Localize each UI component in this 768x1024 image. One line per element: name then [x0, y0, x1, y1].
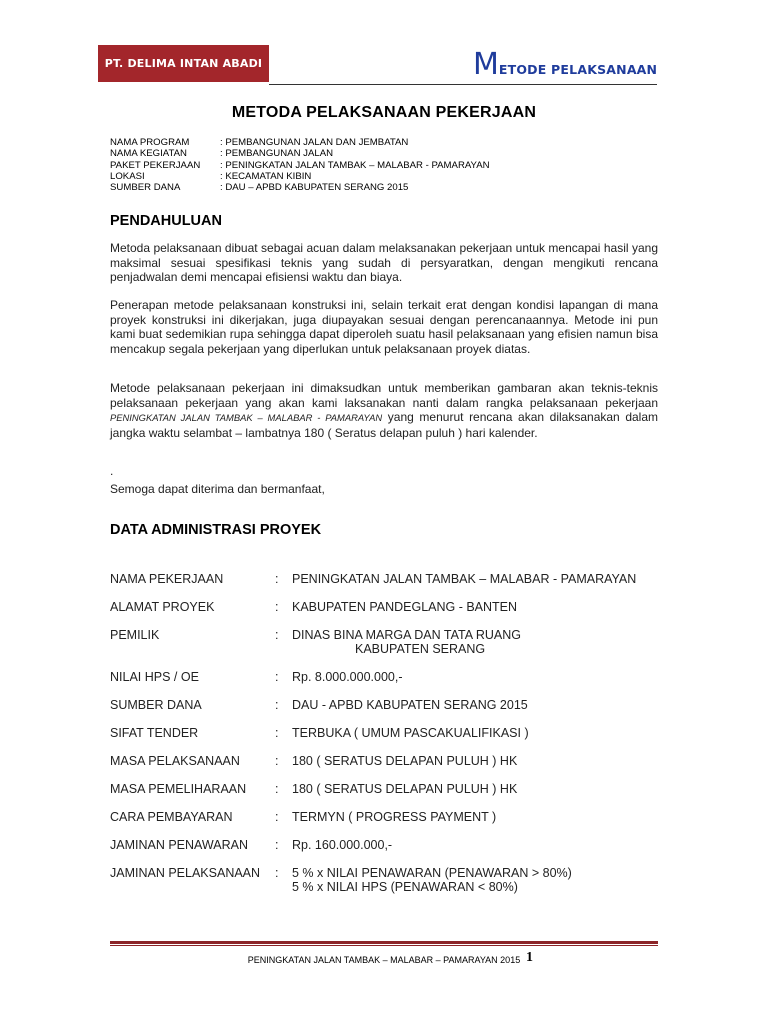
- header-rule: [269, 84, 657, 85]
- footer-rule-thin: [110, 945, 658, 946]
- info-value: : PEMBANGUNAN JALAN DAN JEMBATAN: [220, 137, 409, 148]
- admin-key: MASA PELAKSANAAN: [110, 754, 240, 768]
- admin-value: 180 ( SERATUS DELAPAN PULUH ) HK: [292, 754, 518, 768]
- admin-value-line: DINAS BINA MARGA DAN TATA RUANG: [292, 628, 521, 642]
- admin-heading: DATA ADMINISTRASI PROYEK: [110, 522, 322, 538]
- footer-project-name: PENINGKATAN JALAN TAMBAK – MALABAR – PAMARAYAN 2015: [247, 955, 521, 965]
- admin-key: MASA PEMELIHARAAN: [110, 782, 247, 796]
- admin-key: NAMA PEKERJAAN: [110, 572, 224, 586]
- admin-key: SUMBER DANA: [110, 698, 202, 712]
- info-value: : KECAMATAN KIBIN: [220, 170, 312, 182]
- info-value: : PENINGKATAN JALAN TAMBAK – MALABAR - PAMARAYAN: [220, 159, 490, 171]
- admin-value: [292, 628, 672, 670]
- header-title: [473, 47, 658, 82]
- admin-key: CARA PEMBAYARAN: [110, 810, 233, 824]
- admin-row: [110, 782, 672, 810]
- admin-row: [110, 670, 672, 698]
- footer-rule-thick: [110, 941, 658, 944]
- admin-key: JAMINAN PELAKSANAAN: [110, 866, 261, 880]
- admin-separator: :: [275, 628, 279, 642]
- admin-row: [110, 628, 672, 670]
- info-key: LOKASI: [110, 170, 145, 182]
- admin-row: [110, 810, 672, 838]
- info-row: [110, 148, 490, 159]
- admin-value: TERMYN ( PROGRESS PAYMENT ): [292, 810, 497, 824]
- paragraph-3: [110, 381, 658, 440]
- admin-key: ALAMAT PROYEK: [110, 600, 215, 614]
- admin-value: Rp. 8.000.000.000,-: [292, 670, 403, 684]
- admin-separator: :: [275, 726, 279, 740]
- admin-separator: :: [275, 670, 279, 684]
- info-row: [110, 182, 490, 193]
- admin-separator: :: [275, 810, 279, 824]
- admin-value: TERBUKA ( UMUM PASCAKUALIFIKASI ): [292, 726, 529, 740]
- paragraph-2: Penerapan metode pelaksanaan konstruksi ini, selain terkait erat dengan kondisi lapangan di mana proyek konstruksi ini dikerjakan, juga diupayakan sesuai dengan perencanaannya. Metode ini pun kami buat sedemikian rupa sehingga dapat diperoleh suatu hasil pelaksanaan yang efisien namun bisa mencakup segala pekerjaan yang diperlukan untuk pelaksanaan proyek diatas.: [110, 298, 658, 356]
- company-name-box: [98, 45, 269, 82]
- admin-key: JAMINAN PENAWARAN: [110, 838, 248, 852]
- info-key: NAMA KEGIATAN: [110, 148, 187, 160]
- paragraph-1: Metoda pelaksanaan dibuat sebagai acuan dalam melaksanakan pekerjaan untuk mencapai hasil yang maksimal sesuai spesifikasi teknis yang sudah di persyaratkan, dengan mengikuti rencana penjadwalan demi mencapai efisiensi waktu dan biaya.: [110, 241, 658, 285]
- paragraph-3-text-end: yang menurut rencana akan dilaksanakan dalam jangka waktu selambat – lambatnya 180 ( Seratus delapan puluh ) hari kalender.: [110, 410, 659, 440]
- info-row: [110, 171, 490, 182]
- admin-key: NILAI HPS / OE: [110, 670, 199, 684]
- admin-row: [110, 600, 672, 628]
- admin-separator: :: [275, 698, 279, 712]
- admin-value: KABUPATEN PANDEGLANG - BANTEN: [292, 600, 518, 614]
- company-name: PT. DELIMA INTAN ABADI: [104, 57, 263, 70]
- admin-key: SIFAT TENDER: [110, 726, 199, 740]
- page-number: 1: [526, 950, 533, 965]
- document-title: METODA PELAKSANAAN PEKERJAAN: [231, 104, 537, 121]
- closing-line: Semoga dapat diterima dan bermanfaat,: [110, 482, 325, 496]
- admin-row: [110, 866, 672, 908]
- info-value: : DAU – APBD KABUPATEN SERANG 2015: [220, 182, 409, 194]
- info-row: [110, 137, 490, 148]
- admin-value: [292, 866, 672, 908]
- admin-value-line: 5 % x NILAI PENAWARAN (PENAWARAN > 80%): [292, 866, 572, 880]
- program-info-table: [110, 137, 490, 193]
- admin-row: [110, 572, 672, 600]
- info-row: [110, 160, 490, 171]
- header-title-rest: ETODE PELAKSANAAN: [498, 62, 658, 77]
- admin-value: PENINGKATAN JALAN TAMBAK – MALABAR - PAMARAYAN: [292, 572, 637, 586]
- admin-separator: :: [275, 838, 279, 852]
- info-key: SUMBER DANA: [110, 182, 181, 194]
- admin-row: [110, 726, 672, 754]
- admin-separator: :: [275, 782, 279, 796]
- admin-value: Rp. 160.000.000,-: [292, 838, 393, 852]
- admin-key: PEMILIK: [110, 628, 160, 642]
- admin-row: [110, 698, 672, 726]
- admin-value: DAU - APBD KABUPATEN SERANG 2015: [292, 698, 528, 712]
- project-name-inline: PENINGKATAN JALAN TAMBAK – MALABAR - PAMARAYAN: [110, 412, 383, 424]
- admin-value-line-2: KABUPATEN SERANG: [355, 642, 486, 656]
- admin-separator: :: [275, 600, 279, 614]
- admin-data-table: [110, 572, 672, 908]
- info-key: NAMA PROGRAM: [110, 137, 190, 148]
- admin-separator: :: [275, 572, 279, 586]
- paragraph-3-text: Metode pelaksanaan pekerjaan ini dimaksudkan untuk memberikan gambaran akan teknis-teknis pelaksanaan pekerjaan yang akan kami laksanakan nanti dalam rangka pelaksanaan pekerjaan: [110, 381, 658, 410]
- admin-separator: :: [275, 754, 279, 768]
- header-title-initial: M: [473, 47, 499, 82]
- dot-line: .: [110, 464, 114, 478]
- admin-separator: :: [275, 866, 279, 880]
- pendahuluan-heading: PENDAHULUAN: [110, 213, 222, 229]
- admin-value: 180 ( SERATUS DELAPAN PULUH ) HK: [292, 782, 518, 796]
- admin-row: [110, 754, 672, 782]
- admin-value-line-2: 5 % x NILAI HPS (PENAWARAN < 80%): [292, 880, 518, 894]
- admin-row: [110, 838, 672, 866]
- info-value: : PEMBANGUNAN JALAN: [220, 148, 334, 160]
- info-key: PAKET PEKERJAAN: [110, 159, 201, 171]
